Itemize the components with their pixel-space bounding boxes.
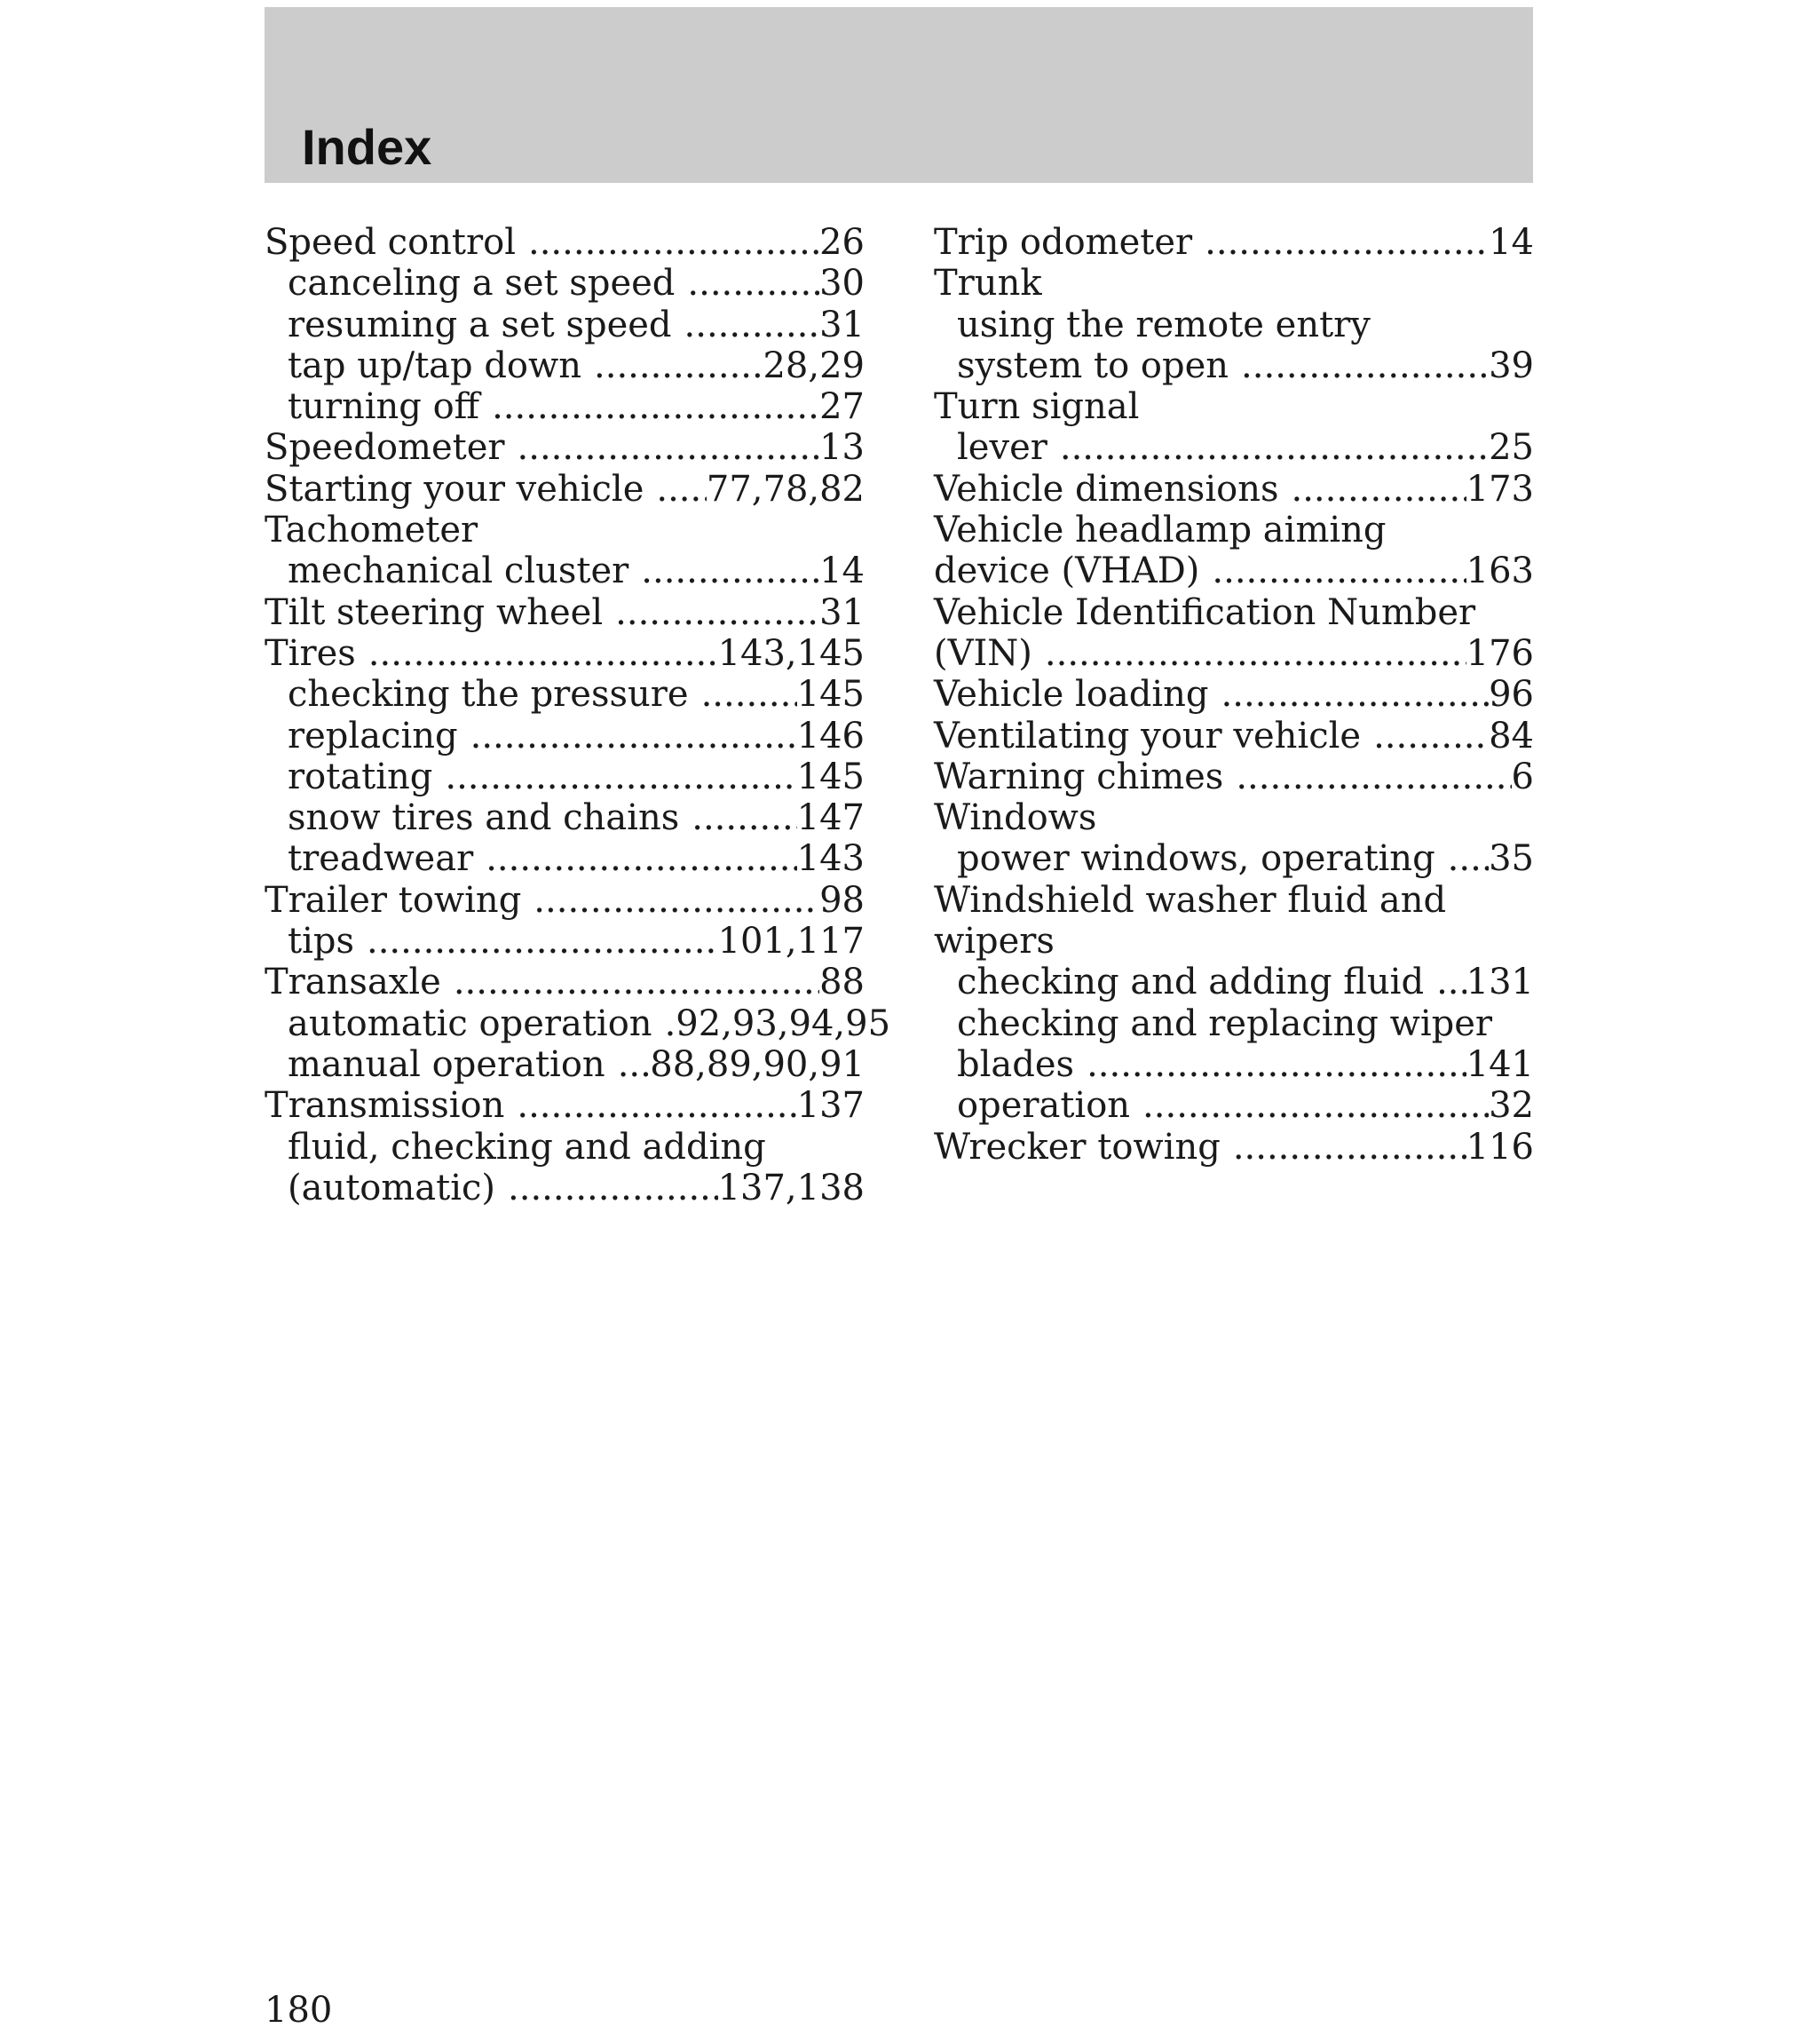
index-entry <box>934 674 1534 715</box>
index-column-left <box>265 222 891 1208</box>
index-page-refs: 13 <box>819 427 865 469</box>
index-term: operation <box>957 1085 1131 1127</box>
index-page-refs: 6 <box>1511 756 1534 797</box>
index-subentry <box>265 1168 865 1208</box>
index-term: canceling a set speed <box>288 263 676 305</box>
index-subentry <box>934 1085 1534 1126</box>
index-page-refs: 14 <box>1489 222 1534 263</box>
index-term: treadwear <box>288 838 474 880</box>
index-subentry <box>934 1003 1534 1044</box>
index-page-refs: 14 <box>819 551 865 592</box>
index-subentry <box>265 305 865 345</box>
index-entry <box>265 1085 865 1126</box>
index-term: blades <box>957 1043 1075 1085</box>
index-term: Tilt steering wheel <box>265 591 604 633</box>
index-entry <box>934 386 1534 427</box>
index-page-refs: 27 <box>819 386 865 428</box>
dot-leader <box>1291 469 1466 510</box>
index-term: Trailer towing <box>265 879 522 921</box>
index-subentry <box>265 838 865 879</box>
index-subentry <box>265 674 865 715</box>
dot-leader <box>615 592 819 633</box>
index-entry <box>265 592 865 633</box>
index-page-refs: 173 <box>1466 468 1534 510</box>
index-term: checking the pressure <box>288 674 689 716</box>
index-page-refs: 84 <box>1489 715 1534 757</box>
index-entry <box>265 510 865 551</box>
index-entry <box>934 716 1534 757</box>
index-page-refs: 31 <box>819 591 865 633</box>
index-entry <box>934 880 1534 921</box>
dot-leader <box>534 880 819 921</box>
index-term: Ventilating your vehicle <box>934 715 1362 757</box>
index-page-refs: 31 <box>819 304 865 345</box>
index-entry <box>934 797 1534 838</box>
dot-leader <box>692 797 796 838</box>
dot-leader <box>1212 551 1466 591</box>
index-page-refs: 39 <box>1489 345 1534 386</box>
index-page-refs: 98 <box>819 879 865 921</box>
index-term: Tachometer <box>265 510 478 551</box>
index-subentry <box>265 1002 891 1044</box>
index-subentry <box>265 263 865 304</box>
index-term: tips <box>288 921 354 963</box>
index-entry <box>934 633 1534 674</box>
dot-leader <box>1045 633 1466 674</box>
index-subentry <box>934 962 1534 1002</box>
index-subentry <box>934 345 1534 386</box>
index-entry <box>265 427 865 468</box>
index-term: turning off <box>288 386 480 428</box>
index-entry <box>265 469 865 510</box>
dot-leader <box>1241 345 1489 386</box>
dot-leader <box>1436 962 1466 1002</box>
dot-leader <box>1233 1127 1466 1168</box>
index-subentry <box>265 345 865 386</box>
dot-leader <box>1373 716 1489 757</box>
index-term: fluid, checking and adding <box>288 1126 766 1168</box>
index-term: Transmission <box>265 1085 505 1127</box>
index-page-refs: 145 <box>796 756 865 797</box>
index-page-refs: 25 <box>1489 427 1534 469</box>
index-term: Trip odometer <box>934 222 1193 263</box>
index-term: (automatic) <box>288 1167 496 1208</box>
index-page-refs: 145 <box>796 674 865 716</box>
dot-leader <box>656 469 707 510</box>
dot-leader <box>486 838 796 879</box>
index-page-refs: 88,89,90,91 <box>650 1043 865 1085</box>
header-band <box>265 7 1533 183</box>
index-column-right <box>934 222 1534 1168</box>
index-entry <box>934 1127 1534 1168</box>
index-page-refs: 146 <box>796 715 865 757</box>
index-subentry <box>265 1044 865 1085</box>
index-page-refs: 88 <box>819 962 865 1003</box>
index-term: manual operation <box>288 1043 605 1085</box>
index-subentry <box>934 305 1534 345</box>
index-subentry <box>265 921 865 962</box>
index-entry <box>934 757 1534 797</box>
dot-leader <box>618 1044 651 1085</box>
dot-leader <box>1236 757 1511 797</box>
dot-leader <box>454 962 819 1002</box>
index-term: Tires <box>265 632 356 674</box>
index-page-refs: 101,117 <box>717 921 865 963</box>
index-subentry <box>934 427 1534 468</box>
dot-leader <box>641 551 819 591</box>
index-term: Trunk <box>934 263 1042 305</box>
index-term: Vehicle headlamp aiming <box>934 510 1387 551</box>
index-entry <box>265 880 865 921</box>
index-page-refs: 131 <box>1466 962 1534 1003</box>
dot-leader <box>470 716 797 757</box>
dot-leader <box>1142 1085 1489 1126</box>
dot-leader <box>445 757 796 797</box>
index-term: checking and replacing wiper <box>957 1002 1493 1044</box>
index-subentry <box>265 716 865 757</box>
index-term: replacing <box>288 715 458 757</box>
index-term: Starting your vehicle <box>265 468 644 510</box>
dot-leader <box>1060 427 1489 468</box>
index-term: Windows <box>934 797 1097 839</box>
dot-leader <box>492 386 819 427</box>
dot-leader <box>684 305 820 345</box>
index-entry <box>934 592 1534 633</box>
index-page-refs: 30 <box>819 263 865 305</box>
index-term: Windshield washer fluid and <box>934 879 1447 921</box>
dot-leader <box>367 921 718 962</box>
index-subentry <box>265 797 865 838</box>
index-page-refs: 28,29 <box>763 345 865 386</box>
index-page-refs: 147 <box>796 797 865 839</box>
index-term: tap up/tap down <box>288 345 582 386</box>
index-term: wipers <box>934 921 1055 963</box>
index-entry <box>934 263 1534 304</box>
index-page-refs: 96 <box>1489 674 1534 716</box>
index-term: power windows, operating <box>957 838 1435 880</box>
index-page-refs: 141 <box>1466 1043 1534 1085</box>
index-entry <box>934 921 1534 962</box>
index-term: device (VHAD) <box>934 551 1200 592</box>
index-term: system to open <box>957 345 1229 386</box>
dot-leader <box>1448 838 1489 879</box>
index-page-refs: 137 <box>796 1085 865 1127</box>
dot-leader <box>1221 674 1490 715</box>
index-term: Speed control <box>265 222 516 263</box>
index-term: using the remote entry <box>957 304 1371 345</box>
index-term: checking and adding fluid <box>957 962 1425 1003</box>
index-entry <box>934 222 1534 263</box>
index-page-refs: 77,78,82 <box>706 468 865 510</box>
index-term: Vehicle dimensions <box>934 468 1279 510</box>
dot-leader <box>1205 222 1489 263</box>
index-page-refs: 116 <box>1466 1126 1534 1168</box>
index-term: mechanical cluster <box>288 551 629 592</box>
index-term: (VIN) <box>934 632 1032 674</box>
index-entry <box>934 510 1534 551</box>
dot-leader <box>368 633 718 674</box>
index-subentry <box>265 551 865 591</box>
index-page-refs: 137,138 <box>717 1167 865 1208</box>
dot-leader <box>528 222 819 263</box>
index-page-refs: 32 <box>1489 1085 1534 1127</box>
dot-leader <box>594 345 763 386</box>
page-title: Index <box>302 119 432 175</box>
index-term: Wrecker towing <box>934 1126 1221 1168</box>
index-term: automatic operation <box>288 1002 652 1044</box>
index-entry <box>265 222 865 263</box>
index-entry <box>934 551 1534 591</box>
dot-leader <box>1087 1044 1466 1085</box>
index-term: Turn signal <box>934 386 1140 428</box>
index-subentry <box>265 386 865 427</box>
index-entry <box>265 633 865 674</box>
index-entry <box>265 962 865 1002</box>
index-page-refs: 26 <box>819 222 865 263</box>
dot-leader <box>508 1168 718 1208</box>
index-term: Vehicle Identification Number <box>934 591 1476 633</box>
index-page-refs: 163 <box>1466 551 1534 592</box>
index-page-refs: 176 <box>1466 632 1534 674</box>
index-subentry <box>934 838 1534 879</box>
index-page-refs: 35 <box>1489 838 1534 880</box>
index-term: snow tires and chains <box>288 797 680 839</box>
dot-leader <box>517 1085 796 1126</box>
index-page-refs: 143 <box>796 838 865 880</box>
dot-leader <box>518 427 820 468</box>
index-subentry <box>265 1127 865 1168</box>
index-subentry <box>265 757 865 797</box>
index-term: rotating <box>288 756 433 797</box>
index-term: Warning chimes <box>934 756 1224 797</box>
index-entry <box>934 469 1534 510</box>
index-page-refs: .92,93,94,95 <box>664 1002 891 1044</box>
index-term: Vehicle loading <box>934 674 1209 716</box>
index-term: resuming a set speed <box>288 304 672 345</box>
index-subentry <box>934 1044 1534 1085</box>
index-term: Speedometer <box>265 427 505 469</box>
dot-leader <box>701 674 797 715</box>
index-term: lever <box>957 427 1047 469</box>
page-number: 180 <box>265 1990 333 2031</box>
dot-leader <box>687 263 819 304</box>
index-page-refs: 143,145 <box>717 632 865 674</box>
index-term: Transaxle <box>265 962 441 1003</box>
